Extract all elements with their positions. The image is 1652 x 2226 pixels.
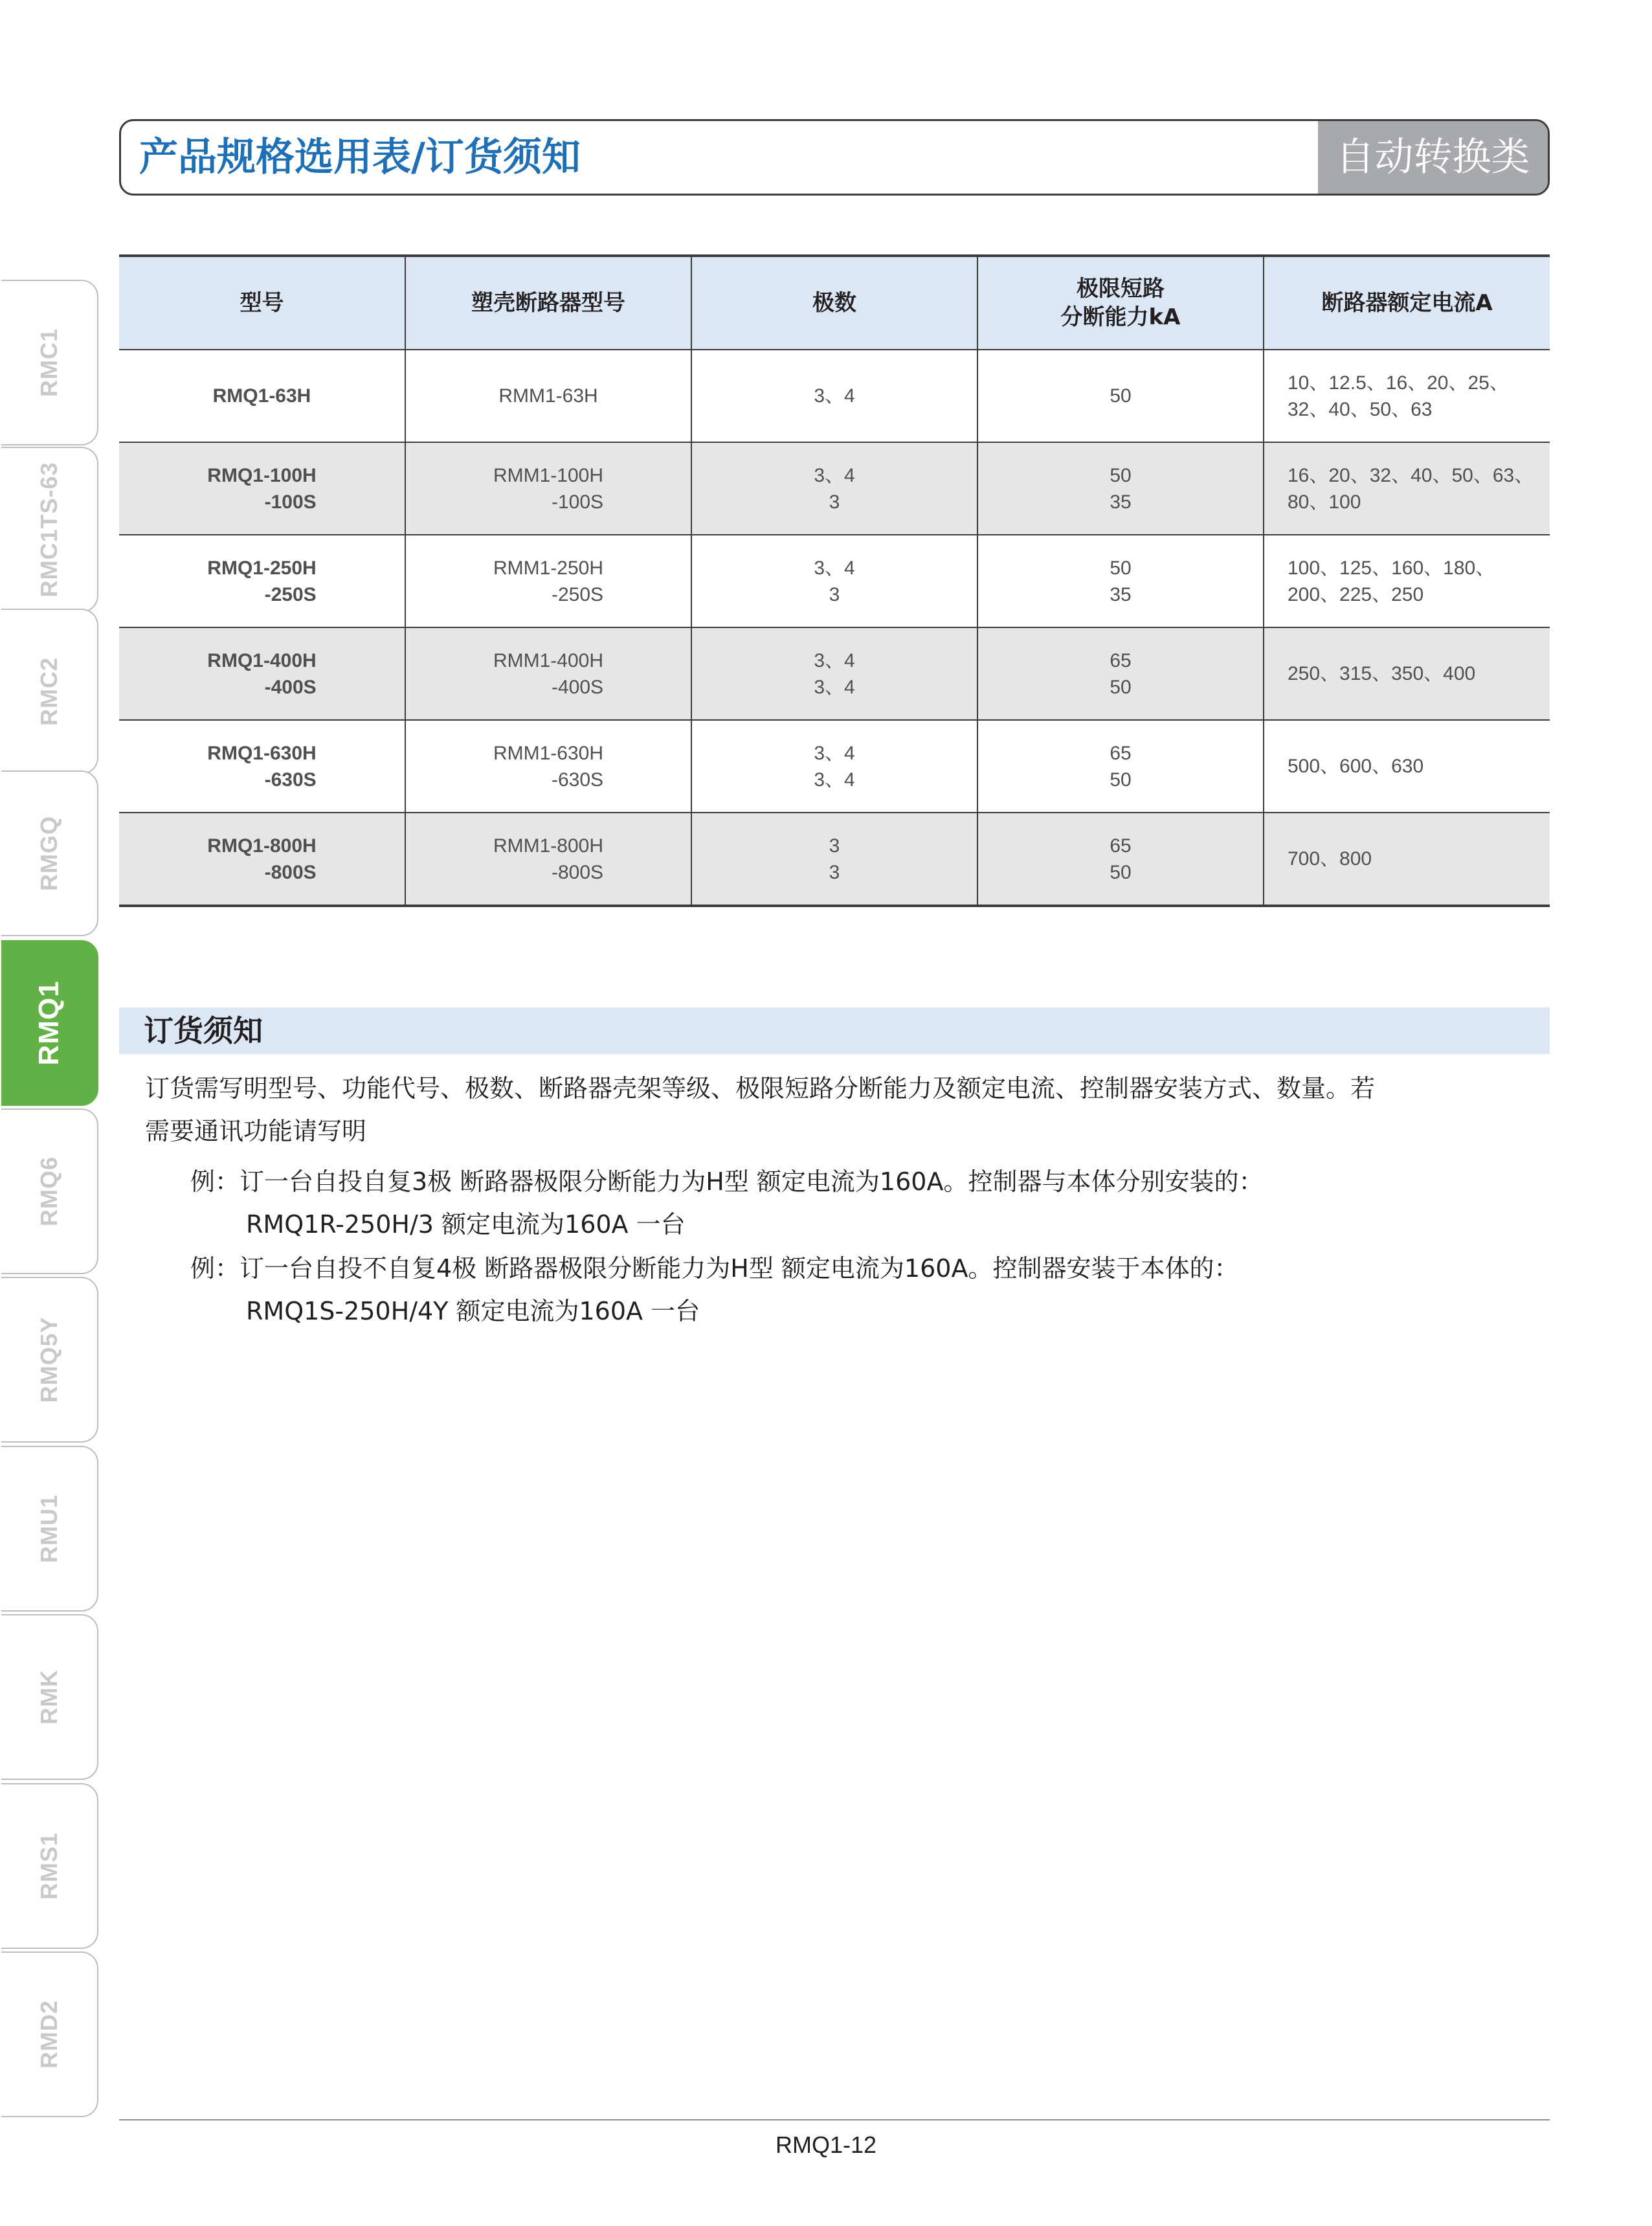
cell-poles-line: 3、4 xyxy=(814,676,855,698)
cell-breaking-capacity xyxy=(977,442,1264,535)
cell-breaker-model-lines xyxy=(493,833,603,886)
order-example-2 xyxy=(190,1247,1524,1332)
cell-breaker-model-lines xyxy=(493,462,603,515)
cell-breaking-capacity-line: 50 xyxy=(1110,861,1132,883)
table-row xyxy=(119,813,1550,906)
side-tab-label: RMK xyxy=(36,1669,62,1725)
cell-poles-line: 3 xyxy=(829,491,840,513)
cell-breaking-capacity-line: 35 xyxy=(1110,491,1132,513)
cell-breaking-capacity xyxy=(977,720,1264,813)
cell-rated-current-line: 500、600、630 xyxy=(1288,756,1424,777)
order-notes-line2: 需要通讯功能请写明 xyxy=(145,1117,367,1145)
cell-model xyxy=(119,627,405,720)
cell-poles xyxy=(691,720,977,813)
cell-poles-lines xyxy=(692,383,977,409)
cell-model-line: RMQ1-630H xyxy=(207,742,317,764)
cell-poles xyxy=(691,813,977,906)
cell-breaker-model-line: RMM1-800H xyxy=(493,835,604,857)
cell-poles-line: 3 xyxy=(829,835,840,857)
cell-poles-line: 3 xyxy=(829,861,840,883)
page-number: RMQ1-12 xyxy=(775,2131,877,2158)
cell-model-line: -400S xyxy=(264,676,317,698)
cell-rated-current-line: 200、225、250 xyxy=(1288,583,1424,605)
cell-breaking-capacity xyxy=(977,627,1264,720)
side-tab-rmq5y[interactable] xyxy=(1,1277,98,1443)
cell-breaking-capacity-lines xyxy=(978,555,1263,608)
cell-poles xyxy=(691,535,977,627)
side-tab-rmq1[interactable] xyxy=(1,940,98,1106)
cell-breaking-capacity-lines xyxy=(978,462,1263,515)
table-row xyxy=(119,535,1550,627)
cell-model-lines xyxy=(207,555,316,608)
cell-rated-current xyxy=(1264,627,1550,720)
cell-rated-current-lines xyxy=(1288,846,1550,872)
cell-breaking-capacity-line: 65 xyxy=(1110,835,1132,857)
side-tab-label: RMGQ xyxy=(36,816,62,891)
footer-divider xyxy=(119,2119,1550,2120)
cell-rated-current-line: 250、315、350、400 xyxy=(1288,663,1476,684)
cell-breaking-capacity-lines xyxy=(978,740,1263,793)
cell-breaker-model-line: -100S xyxy=(551,491,604,513)
table-header-row xyxy=(119,256,1550,350)
cell-poles-line: 3、4 xyxy=(814,464,855,486)
side-tab-label: RMQ6 xyxy=(36,1156,62,1227)
cell-model xyxy=(119,813,405,906)
side-tab-label: RMU1 xyxy=(36,1494,62,1564)
cell-breaking-capacity-lines xyxy=(978,833,1263,886)
cell-breaker-model xyxy=(405,720,691,813)
cell-poles-lines xyxy=(692,740,977,793)
cell-model xyxy=(119,442,405,535)
cell-breaking-capacity-line: 65 xyxy=(1110,649,1132,671)
cell-model-lines xyxy=(207,462,316,515)
cell-rated-current xyxy=(1264,350,1550,442)
cell-breaking-capacity-lines xyxy=(978,383,1263,409)
cell-breaker-model-line: RMM1-630H xyxy=(493,742,604,764)
cell-model-line: RMQ1-250H xyxy=(207,557,317,579)
cell-rated-current-line: 80、100 xyxy=(1288,491,1361,513)
cell-breaker-model xyxy=(405,350,691,442)
cell-model-lines xyxy=(207,833,316,886)
page-header xyxy=(119,119,1550,196)
side-tab-label: RMQ5Y xyxy=(36,1316,62,1403)
cell-model-line: RMQ1-63H xyxy=(212,385,311,407)
cell-breaker-model-lines xyxy=(493,555,603,608)
cell-breaker-model-line: RMM1-63H xyxy=(498,385,598,407)
cell-rated-current-lines xyxy=(1288,555,1550,608)
table-row xyxy=(119,627,1550,720)
cell-breaking-capacity-line: 50 xyxy=(1110,464,1132,486)
table-row xyxy=(119,350,1550,442)
cell-model-line: RMQ1-100H xyxy=(207,464,317,486)
cell-poles-lines xyxy=(692,647,977,701)
cell-model-line: RMQ1-800H xyxy=(207,835,317,857)
cell-breaking-capacity-line: 50 xyxy=(1110,557,1132,579)
cell-model-line: -630S xyxy=(264,769,317,791)
header-breaker-model: 塑壳断路器型号 xyxy=(405,256,691,350)
side-tab-label: RMD2 xyxy=(36,1999,62,2069)
side-tab-rmgq[interactable] xyxy=(1,770,98,936)
cell-breaker-model-line: -800S xyxy=(551,861,604,883)
cell-poles-lines xyxy=(692,555,977,608)
cell-breaker-model xyxy=(405,442,691,535)
cell-breaker-model xyxy=(405,535,691,627)
order-notes-header xyxy=(119,1007,1550,1054)
cell-model xyxy=(119,535,405,627)
cell-poles-line: 3、4 xyxy=(814,557,855,579)
cell-breaking-capacity-line: 50 xyxy=(1110,385,1132,407)
cell-breaker-model-line: -630S xyxy=(551,769,604,791)
cell-breaking-capacity-line: 65 xyxy=(1110,742,1132,764)
example1-description: 例：订一台自投自复3极 断路器极限分断能力为H型 额定电流为160A。控制器与本体分别安装的： xyxy=(190,1167,1264,1196)
side-tab-rmu1[interactable] xyxy=(1,1446,98,1612)
order-example-1 xyxy=(190,1160,1524,1246)
cell-poles xyxy=(691,627,977,720)
cell-poles-line: 3、4 xyxy=(814,769,855,791)
cell-poles-line: 3、4 xyxy=(814,742,855,764)
order-notes-line1: 订货需写明型号、功能代号、极数、断路器壳架等级、极限短路分断能力及额定电流、控制器安装方式、数量。若 xyxy=(145,1074,1376,1103)
cell-breaker-model-line: -400S xyxy=(551,676,604,698)
cell-model-line: -800S xyxy=(264,861,317,883)
header-breaking-line2: 分断能力kA xyxy=(1060,304,1181,330)
cell-poles-lines xyxy=(692,462,977,515)
cell-breaking-capacity xyxy=(977,535,1264,627)
cell-rated-current-line: 16、20、32、40、50、63、 xyxy=(1288,464,1534,486)
cell-rated-current-lines xyxy=(1288,370,1550,423)
cell-breaking-capacity-line: 35 xyxy=(1110,583,1132,605)
example2-model: RMQ1S-250H/4Y 额定电流为160A 一台 xyxy=(246,1297,700,1325)
order-notes-title: 订货须知 xyxy=(144,1013,263,1048)
cell-model-line: -100S xyxy=(264,491,317,513)
cell-poles-lines xyxy=(692,833,977,886)
cell-rated-current-line: 10、12.5、16、20、25、 xyxy=(1288,372,1509,394)
cell-model xyxy=(119,350,405,442)
cell-rated-current xyxy=(1264,535,1550,627)
cell-rated-current-lines xyxy=(1288,660,1550,687)
side-tab-label: RMS1 xyxy=(36,1832,62,1900)
side-tab-rms1[interactable] xyxy=(1,1783,98,1949)
cell-breaker-model-lines xyxy=(493,740,603,793)
cell-breaking-capacity xyxy=(977,350,1264,442)
cell-rated-current xyxy=(1264,813,1550,906)
side-tab-label: RMC2 xyxy=(36,657,62,726)
cell-breaker-model xyxy=(405,813,691,906)
spec-table xyxy=(119,254,1550,907)
cell-rated-current xyxy=(1264,720,1550,813)
table-row xyxy=(119,720,1550,813)
cell-model-line: RMQ1-400H xyxy=(207,649,317,671)
header-model: 型号 xyxy=(119,256,405,350)
example2-description: 例：订一台自投不自复4极 断路器极限分断能力为H型 额定电流为160A。控制器安装于本体的： xyxy=(190,1254,1239,1283)
cell-breaker-model-line: RMM1-400H xyxy=(493,649,604,671)
cell-breaking-capacity-lines xyxy=(978,647,1263,701)
cell-breaker-model-line: -250S xyxy=(551,583,604,605)
cell-rated-current-line: 700、800 xyxy=(1288,848,1372,870)
cell-rated-current xyxy=(1264,442,1550,535)
cell-model xyxy=(119,720,405,813)
example1-model: RMQ1R-250H/3 额定电流为160A 一台 xyxy=(246,1210,686,1239)
cell-model-line: -250S xyxy=(264,583,317,605)
cell-breaking-capacity-line: 50 xyxy=(1110,676,1132,698)
cell-breaking-capacity-line: 50 xyxy=(1110,769,1132,791)
cell-model-lines xyxy=(119,383,405,409)
cell-breaker-model-lines xyxy=(406,383,691,409)
cell-poles xyxy=(691,442,977,535)
order-notes-paragraph xyxy=(145,1067,1530,1152)
cell-poles-line: 3、4 xyxy=(814,385,855,407)
cell-poles-line: 3 xyxy=(829,583,840,605)
cell-breaker-model-line: RMM1-100H xyxy=(493,464,604,486)
cell-breaker-model-line: RMM1-250H xyxy=(493,557,604,579)
header-breaking-line1: 极限短路 xyxy=(1077,276,1165,302)
header-breaking-capacity xyxy=(977,256,1264,350)
page-title: 产品规格选用表/订货须知 xyxy=(139,135,581,180)
side-tab-label: RMC1TS-63 xyxy=(36,462,62,598)
category-label: 自动转换类 xyxy=(1318,121,1548,194)
side-tab-rmc2[interactable] xyxy=(1,609,98,774)
cell-breaker-model-lines xyxy=(493,647,603,701)
cell-breaker-model xyxy=(405,627,691,720)
header-rated-current: 断路器额定电流A xyxy=(1264,256,1550,350)
table-row xyxy=(119,442,1550,535)
cell-rated-current-lines xyxy=(1288,462,1550,515)
cell-model-lines xyxy=(207,647,316,701)
side-tab-rmc1[interactable] xyxy=(1,280,98,445)
cell-model-lines xyxy=(207,740,316,793)
cell-breaking-capacity xyxy=(977,813,1264,906)
cell-poles-line: 3、4 xyxy=(814,649,855,671)
side-tab-label: RMQ1 xyxy=(33,980,65,1066)
header-poles: 极数 xyxy=(691,256,977,350)
side-tab-label: RMC1 xyxy=(36,328,62,398)
cell-rated-current-lines xyxy=(1288,753,1550,780)
cell-rated-current-line: 32、40、50、63 xyxy=(1288,398,1433,420)
cell-rated-current-line: 100、125、160、180、 xyxy=(1288,557,1495,579)
side-tab-rmk[interactable] xyxy=(1,1614,98,1780)
side-tab-rmc1ts-63[interactable] xyxy=(1,447,98,613)
cell-poles xyxy=(691,350,977,442)
side-tab-rmd2[interactable] xyxy=(1,1951,98,2117)
side-tab-rmq6[interactable] xyxy=(1,1108,98,1274)
